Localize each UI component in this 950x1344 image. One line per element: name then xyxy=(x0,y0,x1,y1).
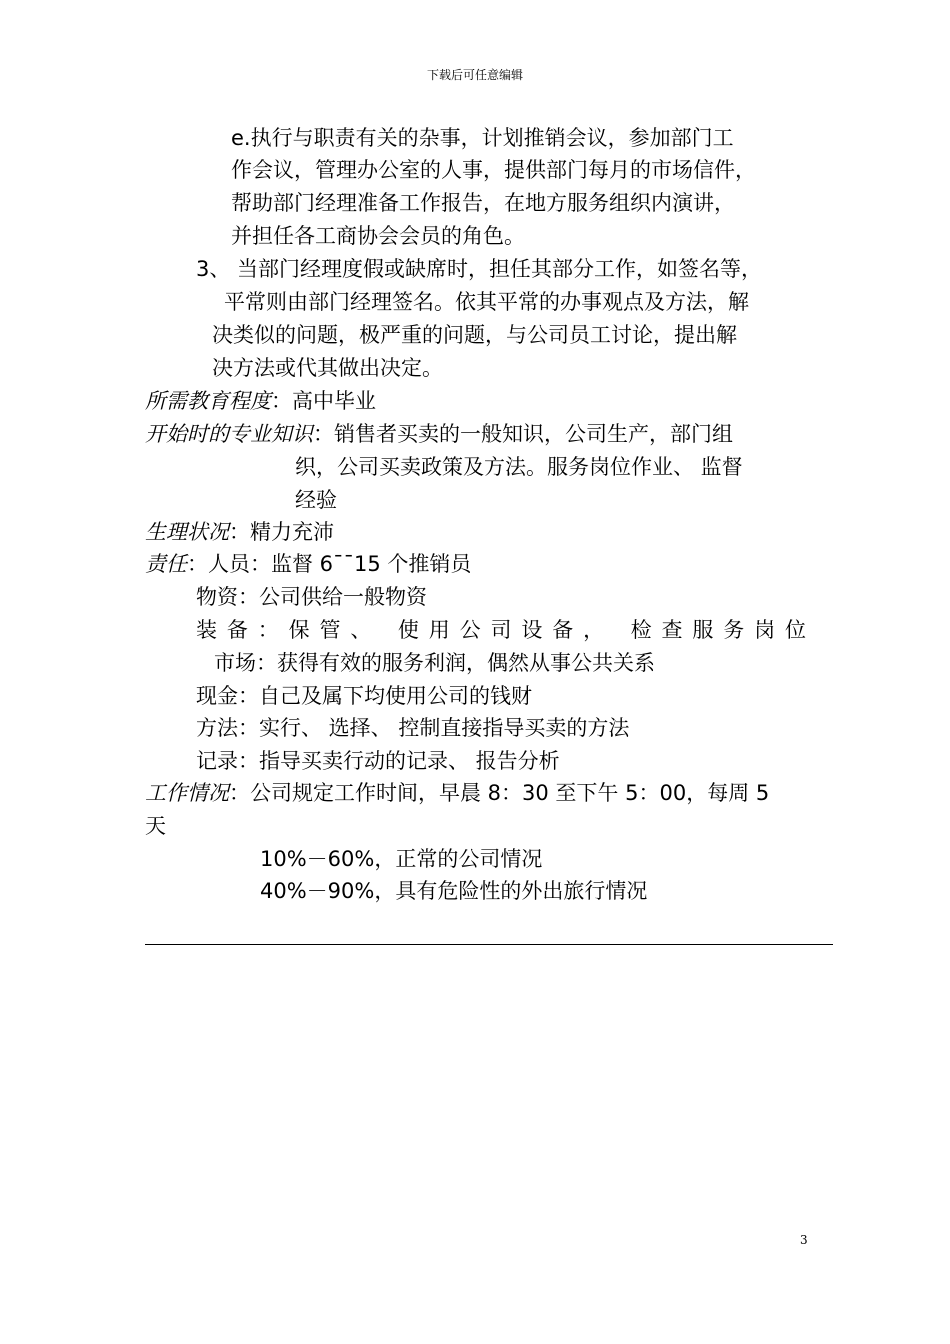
text-line: 决方法或代其做出决定。 xyxy=(212,356,443,380)
duty-personnel: ：人员：监督 6¯¯15 个推销员 xyxy=(187,552,472,576)
physical-value: ：精力充沛 xyxy=(229,520,334,544)
education-label: 所需教育程度 xyxy=(145,389,271,413)
duty-method: 方法：实行、 选择、 控制直接指导买卖的方法 xyxy=(196,716,630,740)
duty-equipment: 装备：保管、 使用公司设备， 检查服务岗位 xyxy=(196,618,806,642)
text-line: 作会议，管理办公室的人事，提供部门每月的市场信件， xyxy=(231,158,756,182)
text-line: 并担任各工商协会会员的角色。 xyxy=(231,224,525,248)
work-pct-travel: 40%－90%，具有危险性的外出旅行情况 xyxy=(260,879,648,903)
work-value: ：公司规定工作时间，早晨 8：30 至下午 5：00，每周 5 xyxy=(229,781,770,805)
page-header: 下载后可任意编辑 xyxy=(426,68,523,82)
education-line xyxy=(145,387,376,415)
knowledge-label: 开始时的专业知识 xyxy=(145,422,313,446)
page-number: 3 xyxy=(800,1233,808,1247)
duty-line xyxy=(145,550,471,578)
work-pct-normal: 10%－60%，正常的公司情况 xyxy=(260,847,543,871)
work-line xyxy=(145,779,769,807)
duty-cash: 现金：自己及属下均使用公司的钱财 xyxy=(196,684,532,708)
horizontal-rule xyxy=(145,944,833,945)
text-line: 帮助部门经理准备工作报告，在地方服务组织内演讲， xyxy=(231,191,735,215)
work-label: 工作情况 xyxy=(145,781,229,805)
knowledge-value: ：销售者买卖的一般知识，公司生产，部门组 xyxy=(313,422,733,446)
physical-line xyxy=(145,518,334,546)
education-value: ：高中毕业 xyxy=(271,389,376,413)
text-line: e.执行与职责有关的杂事，计划推销会议，参加部门工 xyxy=(231,126,734,150)
duty-market: 市场：获得有效的服务利润，偶然从事公共关系 xyxy=(214,651,655,675)
text-line: 决类似的问题，极严重的问题，与公司员工讨论，提出解 xyxy=(212,323,737,347)
duty-label: 责任 xyxy=(145,552,187,576)
physical-label: 生理状况 xyxy=(145,520,229,544)
duty-records: 记录：指导买卖行动的记录、 报告分析 xyxy=(196,749,560,773)
text-line: 平常则由部门经理签名。依其平常的办事观点及方法，解 xyxy=(224,290,749,314)
duty-materials: 物资：公司供给一般物资 xyxy=(196,585,427,609)
text-line: 3、 当部门经理度假或缺席时，担任其部分工作，如签名等， xyxy=(196,257,763,281)
text-line: 天 xyxy=(145,814,166,838)
text-line: 织，公司买卖政策及方法。服务岗位作业、 监督 xyxy=(295,455,743,479)
knowledge-line xyxy=(145,420,733,448)
text-line: 经验 xyxy=(295,488,337,512)
